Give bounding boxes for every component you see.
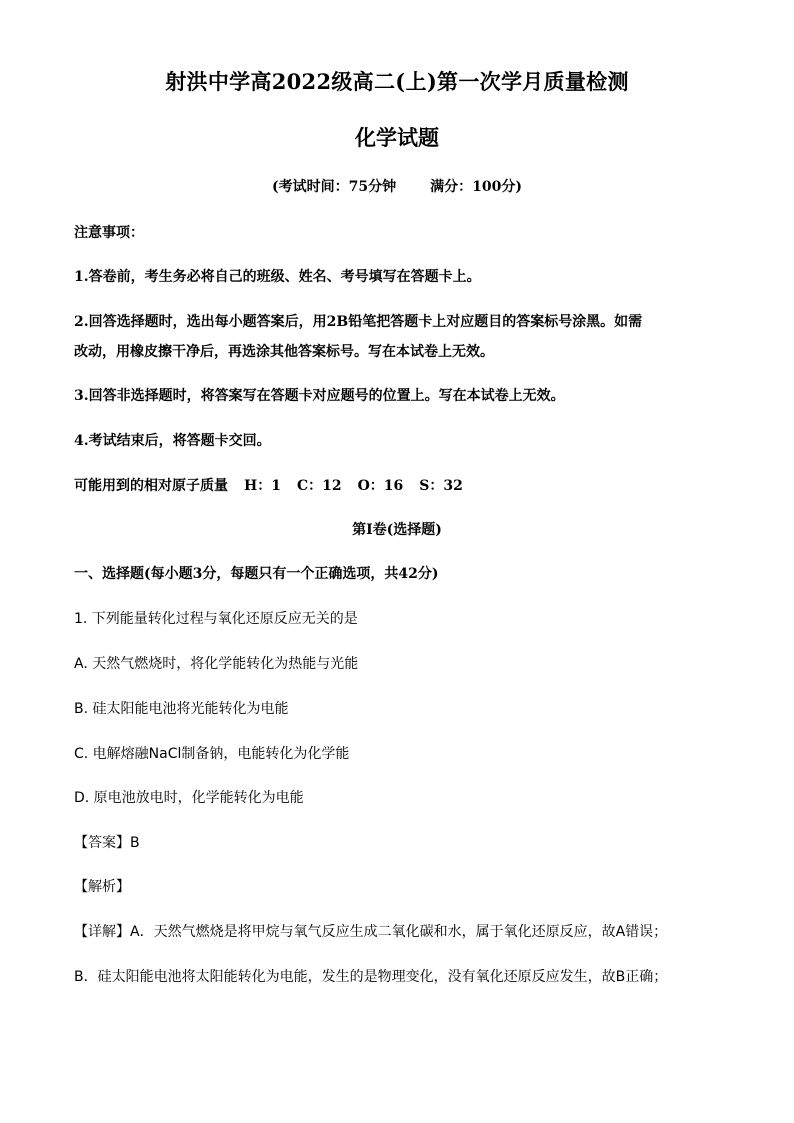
answer-line bbox=[74, 832, 140, 852]
full-score: 满分：100分) bbox=[430, 179, 522, 195]
detail-text-1: A．天然气燃烧是将甲烷与氧气反应生成二氧化碳和水，属于氧化还原反应，故A错误； bbox=[130, 924, 668, 940]
detail-line-1 bbox=[74, 921, 667, 941]
exam-time: (考试时间：75分钟 bbox=[272, 179, 397, 195]
question-1-option-a: A. 天然气燃烧时，将化学能转化为热能与光能 bbox=[74, 656, 359, 672]
answer-label: 【答案】 bbox=[74, 835, 130, 851]
detail-label: 【详解】 bbox=[74, 924, 130, 940]
detail-line-2: B．硅太阳能电池将太阳能转化为电能，发生的是物理变化，没有氧化还原反应发生，故B正确； bbox=[74, 969, 668, 985]
atomic-mass-o: O：16 bbox=[357, 478, 404, 494]
atomic-mass-h: H：1 bbox=[244, 478, 281, 494]
question-1-option-d: D. 原电池放电时，化学能转化为电能 bbox=[74, 790, 304, 806]
answer-value: B bbox=[130, 835, 140, 851]
atomic-mass-s: S：32 bbox=[419, 478, 463, 494]
section-title: 第Ⅰ卷(选择题) bbox=[352, 522, 442, 538]
notice-item-1: 1.答卷前，考生务必将自己的班级、姓名、考号填写在答题卡上。 bbox=[74, 269, 481, 285]
notice-title: 注意事项： bbox=[74, 225, 144, 241]
atomic-mass-line bbox=[74, 475, 463, 495]
question-1-option-b: B. 硅太阳能电池将光能转化为电能 bbox=[74, 701, 289, 717]
part-heading: 一、选择题(每小题3分，每题只有一个正确选项，共42分) bbox=[74, 566, 439, 582]
document-title: 射洪中学高2022级高二(上)第一次学月质量检测 bbox=[165, 69, 629, 94]
question-1-stem: 1. 下列能量转化过程与氧化还原反应无关的是 bbox=[74, 611, 358, 627]
atomic-mass-c: C：12 bbox=[296, 478, 342, 494]
analysis-label: 【解析】 bbox=[74, 879, 130, 895]
question-1-option-c: C. 电解熔融NaCl制备钠，电能转化为化学能 bbox=[74, 746, 350, 762]
notice-item-2-line-1: 2.回答选择题时，选出每小题答案后，用2B铅笔把答题卡上对应题目的答案标号涂黑。如需 bbox=[74, 314, 643, 330]
notice-item-2-line-2: 改动，用橡皮擦干净后，再选涂其他答案标号。写在本试卷上无效。 bbox=[74, 344, 494, 360]
notice-item-4: 4.考试结束后，将答题卡交回。 bbox=[74, 433, 271, 449]
exam-info bbox=[0, 176, 794, 196]
notice-item-3: 3.回答非选择题时，将答案写在答题卡对应题号的位置上。写在本试卷上无效。 bbox=[74, 388, 565, 404]
atomic-mass-label: 可能用到的相对原子质量 bbox=[74, 478, 228, 494]
document-subtitle: 化学试题 bbox=[355, 125, 439, 150]
